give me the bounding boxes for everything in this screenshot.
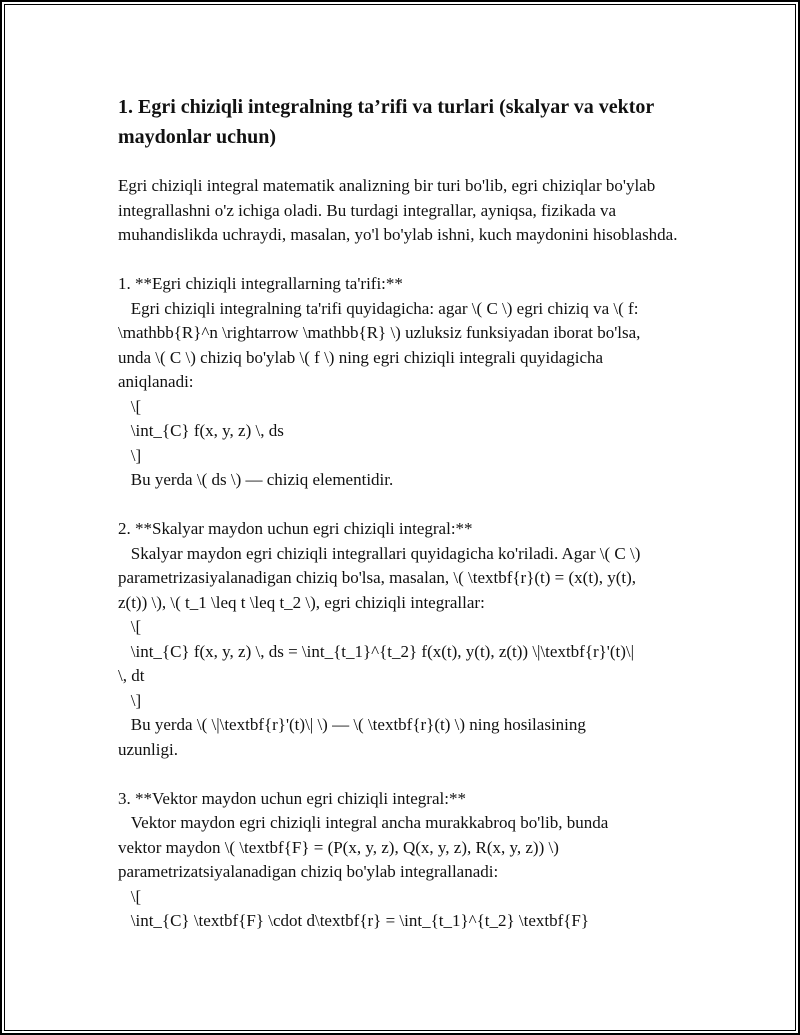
section-line: \int_{C} \textbf{F} \cdot d\textbf{r} = \int_{t_1}^{t_2} \textbf{F} xyxy=(118,911,590,930)
section-line: \int_{C} f(x, y, z) \, ds = \int_{t_1}^{t_2} f(x(t), y(t), z(t)) \|\textbf{r}'(t)\| xyxy=(118,641,635,661)
section-line: Bu yerda \( \|\textbf{r}'(t)\| \) — \( \textbf{r}(t) \) ning hosilasining xyxy=(118,715,586,734)
sections-container xyxy=(118,272,688,934)
section-line: \[ xyxy=(118,396,142,416)
section-line: z(t)) \), \( t_1 \leq t \leq t_2 \), egri chiziqli integrallar: xyxy=(118,592,485,612)
section-line: unda \( C \) chiziq bo'ylab \( f \) ning egri chiziqli integrali quyidagicha xyxy=(118,347,604,367)
section-line: Vektor maydon egri chiziqli integral ancha murakkabroq bo'lib, bunda xyxy=(118,813,609,832)
section-line: \] xyxy=(118,690,142,710)
section-line: \, dt xyxy=(118,666,145,685)
section-heading: 1. Egri chiziqli integralning ta’rifi va turlari (skalyar va vektor maydonlar uchun) xyxy=(118,96,654,148)
section-line: \mathbb{R}^n \rightarrow \mathbb{R} \) uzluksiz funksiyadan iborat bo'lsa, xyxy=(118,323,641,342)
document-body xyxy=(118,92,688,934)
section-line: \] xyxy=(118,445,142,465)
section-line: \int_{C} f(x, y, z) \, ds xyxy=(118,421,284,440)
section-line: parametrizatsiyalanadigan chiziq bo'ylab integrallanadi: xyxy=(118,862,499,881)
section-title: 1. **Egri chiziqli integrallarning ta'rifi:** xyxy=(118,274,403,293)
section-line: vektor maydon \( \textbf{F} = (P(x, y, z), Q(x, y, z), R(x, y, z)) \) xyxy=(118,837,559,857)
section-block xyxy=(118,787,688,934)
section-line: \[ xyxy=(118,617,142,636)
section-title: 2. **Skalyar maydon uchun egri chiziqli integral:** xyxy=(118,519,473,538)
section-line: Egri chiziqli integralning ta'rifi quyidagicha: agar \( C \) egri chiziq va \( f: xyxy=(118,298,639,318)
section-block xyxy=(118,272,688,493)
intro-paragraph: Egri chiziqli integral matematik analizning bir turi bo'lib, egri chiziqlar bo'ylab integrallashni o'z ichiga oladi. Bu turdagi integrallar, ayniqsa, fizikada va muhandislikda uchraydi, masalan, yo'l bo'ylab ishni, kuch maydonini hisoblashda. xyxy=(118,176,678,244)
section-line: aniqlanadi: xyxy=(118,372,194,391)
section-block xyxy=(118,517,688,762)
section-line: Skalyar maydon egri chiziqli integrallari quyidagicha ko'riladi. Agar \( C \) xyxy=(118,543,641,563)
section-line: \[ xyxy=(118,886,142,906)
section-line: parametrizasiyalanadigan chiziq bo'lsa, masalan, \( \textbf{r}(t) = (x(t), y(t), xyxy=(118,568,636,587)
section-line: uzunligi. xyxy=(118,739,178,759)
section-line: Bu yerda \( ds \) — chiziq elementidir. xyxy=(118,470,394,489)
section-title: 3. **Vektor maydon uchun egri chiziqli integral:** xyxy=(118,788,466,808)
